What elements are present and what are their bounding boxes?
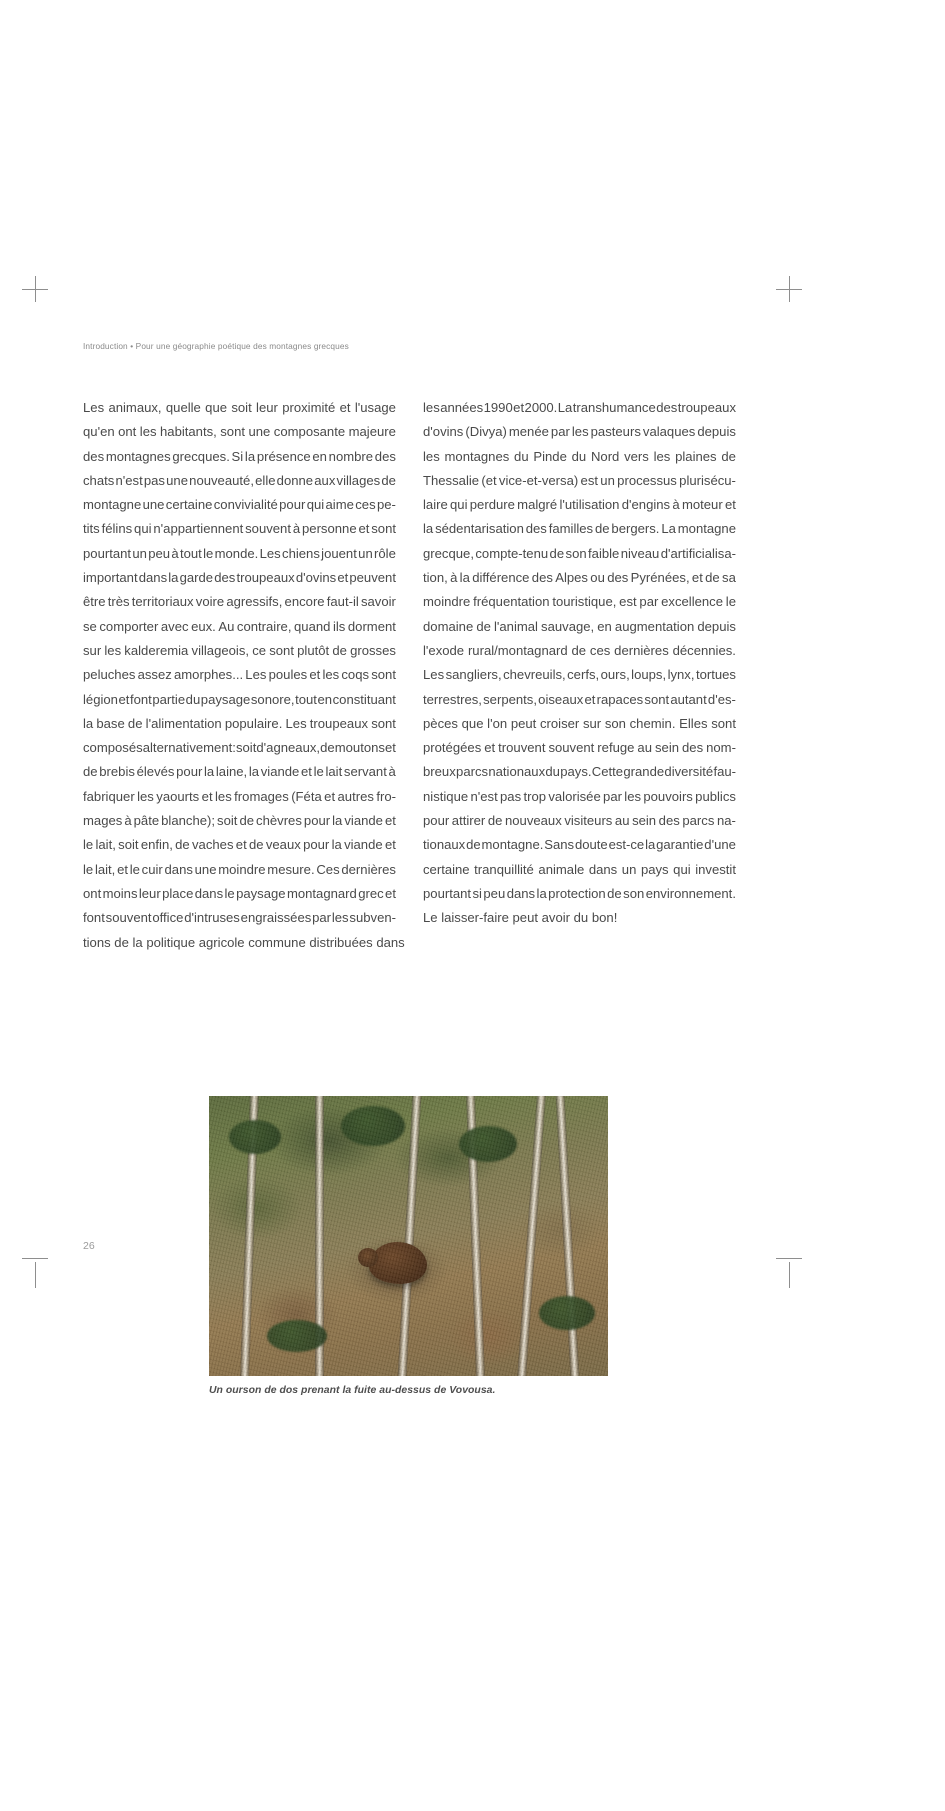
crop-mark-top-right-horizontal — [776, 289, 802, 290]
crop-mark-top-left-horizontal — [22, 289, 48, 290]
text-line: pèces que l'on peut croiser sur son chemin. Elles sont — [423, 715, 736, 731]
text-line: pourtant un peu à tout le monde. Les chiens jouent un rôle — [83, 545, 396, 561]
text-line: Les animaux, quelle que soit leur proximité et l'usage — [83, 400, 396, 415]
text-line: qu'en ont les habitants, sont une composante majeure — [83, 424, 396, 440]
text-line: Le laisser-faire peut avoir du bon! — [423, 910, 618, 926]
body-columns — [83, 396, 736, 955]
text-line: chats n'est pas une nouveauté, elle donne aux villages de — [83, 472, 396, 488]
crop-mark-bottom-left-horizontal — [22, 1258, 48, 1259]
text-line: tions de la politique agricole commune distribuées dans — [83, 934, 405, 950]
text-line: les années 1990 et 2000. La transhumance des troupeaux — [423, 400, 736, 415]
text-line: se comporter avec eux. Au contraire, quand ils dorment — [83, 618, 396, 634]
text-line: tits félins qui n'appartiennent souvent à personne et sont — [83, 521, 396, 537]
text-line: Les sangliers, chevreuils, cerfs, ours, loups, lynx, tortues — [423, 667, 736, 683]
crop-mark-bottom-left-vertical — [35, 1262, 36, 1288]
paragraph-right — [423, 396, 736, 931]
text-line: être très territoriaux voire agressifs, encore faut-il savoir — [83, 594, 396, 610]
photo-grain-overlay — [209, 1096, 608, 1376]
paragraph-left — [83, 396, 405, 955]
crop-mark-bottom-right-vertical — [789, 1262, 790, 1288]
page-number: 26 — [83, 1240, 95, 1252]
text-line: le lait, soit enfin, de vaches et de veaux pour la viande et — [83, 837, 396, 853]
text-line: peluches assez amorphes... Les poules et les coqs sont — [83, 667, 396, 683]
text-line: pour attirer de nouveaux visiteurs au sein des parcs na- — [423, 813, 736, 829]
text-line: fabriquer les yaourts et les fromages (Féta et autres fro- — [83, 788, 396, 804]
text-line: Thessalie (et vice-et-versa) est un processus plurisécu- — [423, 472, 736, 488]
text-line: tionaux de montagne. Sans doute est-ce la garantie d'une — [423, 837, 736, 853]
text-line: mages à pâte blanche); soit de chèvres pour la viande et — [83, 813, 396, 829]
crop-mark-bottom-right-horizontal — [776, 1258, 802, 1259]
text-line: important dans la garde des troupeaux d'ovins et peuvent — [83, 570, 396, 586]
text-line: sur les kalderemia villageois, ce sont plutôt de grosses — [83, 642, 396, 658]
text-line: pourtant si peu dans la protection de son environnement. — [423, 885, 736, 901]
text-line: montagne une certaine convivialité pour qui aime ces pe- — [83, 497, 396, 513]
figure-caption: Un ourson de dos prenant la fuite au-dessus de Vovousa. — [209, 1385, 496, 1396]
text-line: légion et font partie du paysage sonore, tout en constituant — [83, 691, 396, 707]
text-line: grecque, compte-tenu de son faible niveau d'artificialisa- — [423, 545, 736, 561]
text-line: moindre fréquentation touristique, est par excellence le — [423, 594, 736, 610]
text-line: protégées et trouvent souvent refuge au sein des nom- — [423, 740, 736, 756]
text-line: laire qui perdure malgré l'utilisation d'engins à moteur et — [423, 497, 736, 513]
text-line: ont moins leur place dans le paysage montagnard grec et — [83, 885, 396, 901]
text-line: de brebis élevés pour la laine, la viande et le lait servant à — [83, 764, 396, 780]
text-line: les montagnes du Pinde du Nord vers les plaines de — [423, 448, 736, 464]
text-line: la base de l'alimentation populaire. Les troupeaux sont — [83, 715, 396, 731]
text-line: font souvent office d'intruses engraissées par les subven- — [83, 910, 396, 926]
text-line: certaine tranquillité animale dans un pays qui investit — [423, 861, 736, 877]
text-line: la sédentarisation des familles de bergers. La montagne — [423, 521, 736, 537]
text-line: le lait, et le cuir dans une moindre mesure. Ces dernières — [83, 861, 396, 877]
text-line: l'exode rural/montagnard de ces dernières décennies. — [423, 642, 736, 658]
text-line: des montagnes grecques. Si la présence en nombre des — [83, 448, 396, 464]
text-line: breux parcs nationaux du pays. Cette grande diversité fau- — [423, 764, 736, 780]
running-head: Introduction • Pour une géographie poétique des montagnes grecques — [83, 341, 349, 351]
bear-cub-photograph — [209, 1096, 608, 1376]
text-line: nistique n'est pas trop valorisée par les pouvoirs publics — [423, 788, 736, 804]
text-line: composés alternativement: soit d'agneaux, de moutons et — [83, 740, 396, 756]
body-column-left — [83, 396, 405, 955]
text-line: domaine de l'animal sauvage, en augmentation depuis — [423, 618, 736, 634]
text-line: tion, à la différence des Alpes ou des Pyrénées, et de sa — [423, 570, 736, 586]
body-column-right — [423, 396, 736, 955]
text-line: d'ovins (Divya) menée par les pasteurs valaques depuis — [423, 424, 736, 440]
text-line: terrestres, serpents, oiseaux et rapaces sont autant d'es- — [423, 691, 736, 707]
